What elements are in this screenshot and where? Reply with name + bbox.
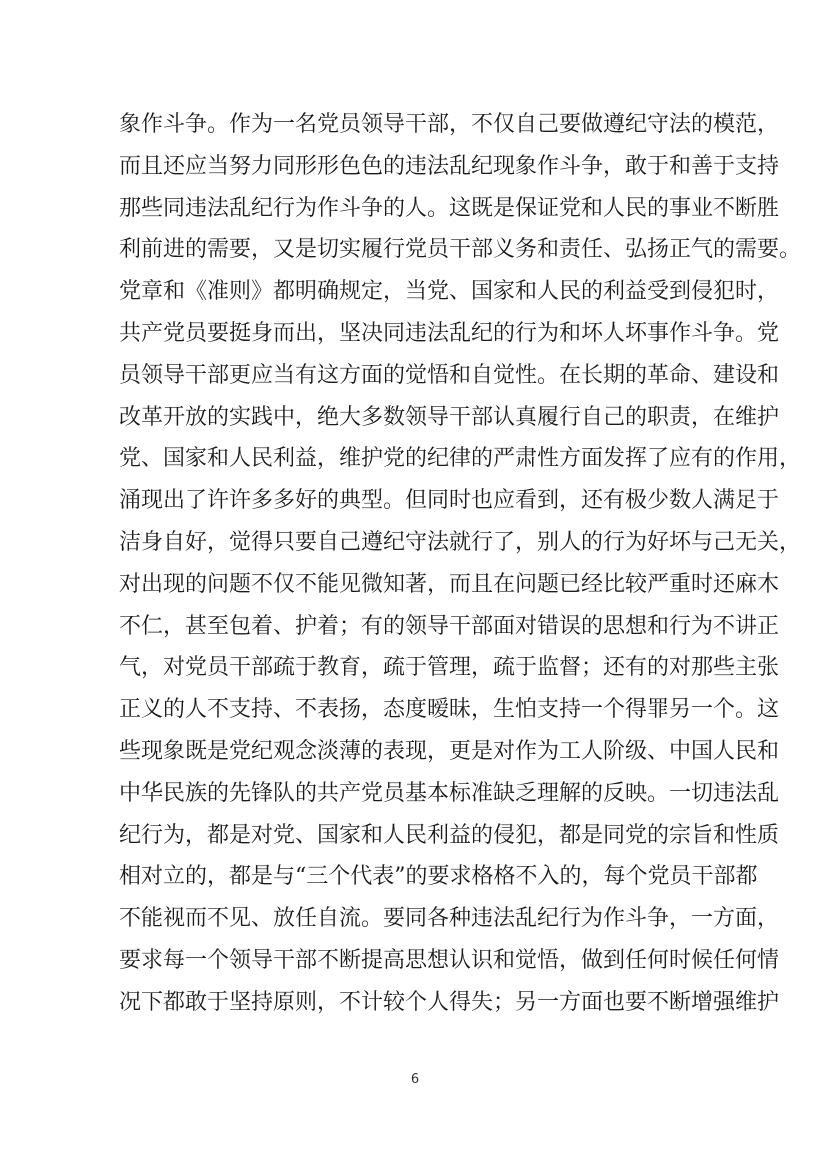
- text-line: 对出现的问题不仅不能见微知著，而且在问题已经比较严重时还麻木: [119, 571, 780, 597]
- text-line: 些现象既是党纪观念淡薄的表现，更是对作为工人阶级、中国人民和: [119, 738, 780, 764]
- text-line: 党、国家和人民利益，维护党的纪律的严肃性方面发挥了应有的作用，: [119, 446, 802, 472]
- text-line: 象作斗争。作为一名党员领导干部，不仅自己要做遵纪守法的模范，: [119, 112, 780, 137]
- text-line: 况下都敢于坚持原则，不计较个人得失；另一方面也要不断增强维护: [119, 989, 780, 1015]
- text-line: 纪行为，都是对党、国家和人民利益的侵犯，都是同党的宗旨和性质: [119, 822, 780, 848]
- text-line: 气，对党员干部疏于教育，疏于管理，疏于监督；还有的对那些主张: [119, 655, 780, 681]
- text-line: 正义的人不支持、不表扬，态度暧昧，生怕支持一个得罪另一个。这: [119, 697, 780, 723]
- body-text: [119, 104, 802, 1024]
- text-line: 改革开放的实践中，绝大多数领导干部认真履行自己的职责，在维护: [119, 404, 780, 430]
- text-line: 不仁，甚至包着、护着；有的领导干部面对错误的思想和行为不讲正: [119, 613, 780, 639]
- text-line: 利前进的需要，又是切实履行党员干部义务和责任、弘扬正气的需要。: [119, 237, 802, 263]
- text-line: 那些同违法乱纪行为作斗争的人。这既是保证党和人民的事业不断胜: [119, 195, 780, 221]
- text-line: 共产党员要挺身而出，坚决同违法乱纪的行为和坏人坏事作斗争。党: [119, 320, 780, 346]
- text-line: 要求每一个领导干部不断提高思想认识和觉悟，做到任何时候任何情: [119, 947, 780, 973]
- text-line: 洁身自好，觉得只要自己遵纪守法就行了，别人的行为好坏与己无关，: [119, 529, 802, 555]
- text-line: 员领导干部更应当有这方面的觉悟和自觉性。在长期的革命、建设和: [119, 362, 780, 388]
- text-line: 而且还应当努力同形形色色的违法乱纪现象作斗争，敢于和善于支持: [119, 153, 780, 179]
- text-line: 党章和《准则》都明确规定，当党、国家和人民的利益受到侵犯时，: [119, 279, 780, 305]
- text-line: 相对立的，都是与“三个代表”的要求格格不入的，每个党员干部都: [119, 864, 758, 890]
- text-line: 中华民族的先锋队的共产党员基本标准缺乏理解的反映。一切违法乱: [119, 780, 780, 806]
- text-line: 涌现出了许许多多好的典型。但同时也应看到，还有极少数人满足于: [119, 488, 780, 514]
- text-line: 不能视而不见、放任自流。要同各种违法乱纪行为作斗争，一方面，: [119, 906, 780, 932]
- page-number: 6: [410, 1072, 420, 1087]
